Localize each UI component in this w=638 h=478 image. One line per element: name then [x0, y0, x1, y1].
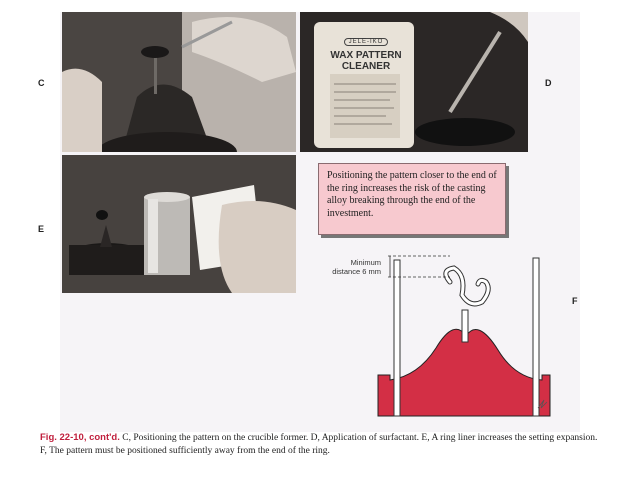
photo-e-illustration: [62, 155, 296, 293]
photo-c-illustration: [62, 12, 296, 152]
callout-text: Positioning the pattern closer to the end of the ring increases the risk of the casting alloy breaking through the end of the investment.: [327, 170, 497, 219]
photo-e-ring-liner: [62, 155, 296, 293]
ring-wall-left: [394, 260, 400, 416]
diagram-f-ring: [370, 240, 560, 420]
minimum-label-line1: Minimum: [350, 258, 381, 267]
caption-text: C, Positioning the pattern on the crucible former. D, Application of surfactant. E, A ring liner increases the setting expansion. F, The pattern must be positioned sufficiently away from the end of the ring.: [40, 433, 598, 456]
caption-fig-label: Fig. 22-10, cont'd.: [40, 432, 120, 443]
bottle-line1: WAX PATTERN: [330, 50, 402, 61]
bottle-label: [328, 30, 404, 72]
panel-label-d: D: [545, 78, 552, 88]
bottle-line2: CLEANER: [341, 61, 391, 72]
wax-pattern: [446, 268, 488, 304]
panel-label-e: E: [38, 224, 45, 234]
panel-label-c: C: [38, 78, 45, 88]
ring-wall-right: [533, 258, 539, 416]
photo-d-surfactant: [300, 12, 528, 152]
callout-box: [318, 163, 506, 235]
figure-caption: [40, 432, 600, 457]
sprue: [462, 310, 468, 342]
photo-c-crucible-former: [62, 12, 296, 152]
panel-label-f: F: [572, 296, 578, 306]
minimum-label-line2: distance 6 mm: [332, 267, 381, 276]
bottle-brand: JELE-IKO: [344, 38, 389, 46]
